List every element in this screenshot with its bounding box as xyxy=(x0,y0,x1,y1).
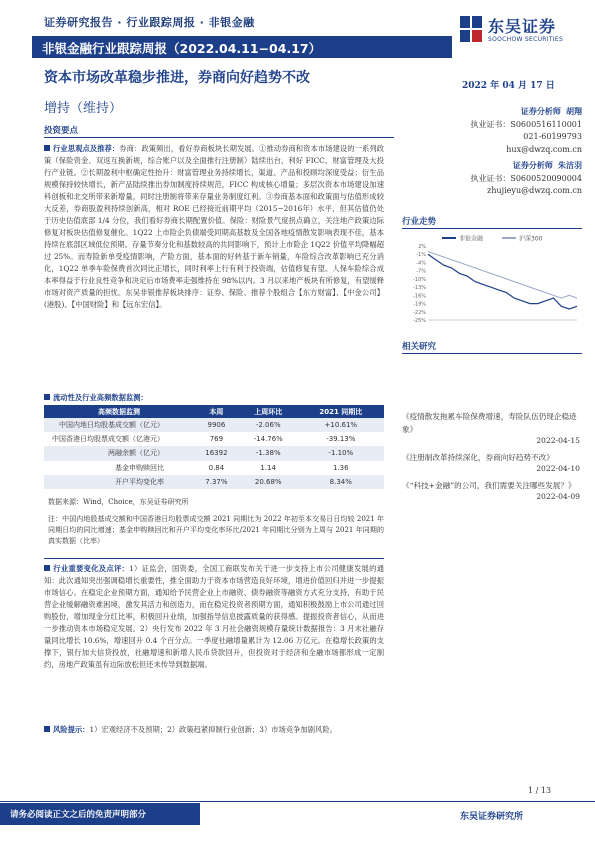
related-item-title[interactable]: 《“科技+金融”的公司，我们需要关注哪些发展？》 xyxy=(402,481,576,490)
y-tick-label: -7% xyxy=(416,268,426,275)
table-header: 2021 同期比 xyxy=(298,405,384,418)
paragraph-text: 1）证监会，国资委，全国工商联发布关于进一步支持上市公司健康发展的通知：此次通知突出强调稳增长重要性，推全面助力于资本市场营造良好环境，增进价值回归并进一步提振市场信心。在稳定企业预期方面，通知给予民营企业上市融资、债券融资等融资方式充分支持，有助于民营企业缓解融资难困境，激发其活力和创造力，而在稳定投资者预期方面，通知积极鼓励上市公司通过回购股份，增加现金分红比率，积极回升业绩，加强指导信息披露质量的获得感。提振投资者信心，从而进一步推动资本市场稳定发展。2）央行发布 2022 年 3 月社会融资规模存量统计数据报告：3 月末社融存量同比增长 10.6%，增速回升 0.4 个百分点。一季度社融增量累计为 12.06 万亿元。在稳增长政策的支撑下，银行加大信贷投放，社融增速和新增人民币贷款回升，但投资对于经济和全融市场都形成一定制约，房地产政策虽有边际放松但还未传导到数据端。 xyxy=(44,564,385,669)
high-frequency-table xyxy=(44,405,384,489)
page-number: 1 / 13 xyxy=(528,786,552,795)
analyst-name: 朱洁羽 xyxy=(558,161,582,170)
table-header: 上周环比 xyxy=(239,405,298,418)
analyst-role: 证券分析师 xyxy=(520,107,561,116)
legend-label: 沪深300 xyxy=(519,235,543,243)
analyst-role: 证券分析师 xyxy=(512,161,553,170)
analyst-block-2 xyxy=(412,160,582,198)
table-row: 基金申购赎回比 0.84 1.14 1.36 xyxy=(115,463,349,472)
footer-institute: 东吴证券研究所 xyxy=(460,812,524,822)
investment-label: 投资要点 xyxy=(44,126,79,136)
paragraph-changes xyxy=(44,563,384,671)
table-row: 中国内地日均股基成交额（亿元） 9906 -2.06% +10.61% xyxy=(44,418,384,432)
analyst-cert: 执业证书：S0600520090004 xyxy=(470,173,582,183)
table-row: 中国香港日均股票成交额（亿港元） 769 -14.76% -39.13% xyxy=(52,435,356,444)
paragraph-risk xyxy=(44,724,384,736)
table-header: 高频数据监测 xyxy=(44,405,194,418)
divider xyxy=(44,558,384,559)
related-item-date: 2022-04-15 xyxy=(536,436,580,445)
related-heading: 相关研究 xyxy=(402,342,437,352)
y-tick-label: -13% xyxy=(413,285,426,292)
main-title: 资本市场改革稳步推进，券商向好趋势不改 xyxy=(44,70,310,86)
related-item-title[interactable]: 《疫情散发拖累车险保费增速，寿险队伍仍现企稳迹象》 xyxy=(402,412,577,434)
related-item-date: 2022-04-09 xyxy=(536,492,580,501)
y-tick-label: -22% xyxy=(413,309,426,316)
paragraph-views xyxy=(44,143,384,311)
y-tick-label: 2% xyxy=(418,244,426,250)
company-logo-icon xyxy=(458,14,486,48)
y-tick-label: -25% xyxy=(413,318,426,324)
monitor-heading: 流动性及行业高频数据监测： xyxy=(53,393,148,402)
paragraph-lead: 行业重要变化及点评： xyxy=(53,564,130,573)
table-header: 本周 xyxy=(194,405,239,418)
table-row: 开户平均变化率 7.37% 20.68% 8.34% xyxy=(44,475,384,489)
y-tick-label: -16% xyxy=(413,293,426,300)
y-tick-label: -10% xyxy=(413,276,426,283)
monitor-heading-row xyxy=(44,392,384,404)
analyst-cert: 执业证书：S0600516110001 xyxy=(470,119,582,129)
company-name: 东吴证券 xyxy=(488,17,557,36)
divider xyxy=(44,137,394,138)
trend-heading: 行业走势 xyxy=(402,217,437,227)
paragraph-text: 券商：政策频出，看好券商板块长期发展。①推动券商和资本市场建设的一系列政策（保险资金、双返互换新规，综合账户以及全面推行注册制）陆续出台，利好 FICC、财富管理及大投行产业链。②长期盈利中枢确定性抬升：财富管理业务持续增长，渠道、产品和投顾均深度受益；衍生品规模保持较快增长，新产品陆续推出券加制度持续规范，FICC 构成核心增量；多层次资本市场建设加速科创板和北交所带来新增量，同时注册制将带来存量业务制度红利。③券商基本面和政策面与估值形成较大反差，券商股盈利持续创新高，相对 ROE 已经接近前期平均（2015−2016年）水平，但其估值仍处于历史估值底部 1/4 分位，我们看好券商长期配置价值。保险：财险景气度拐点确立，关注地产政策边际修复对板块估值修复催化。1Q22 上市险企负债端受同期高基数及全国各地疫情散发影响表现不佳，基本持续在底部区域低位预期。存量节奏分化和基数较高的共同影响下，预计上市险企 1Q22 价值平均降幅超过 25%。而寿险新单受疫情影响，产险方面，基本面的好转基于新车销量，车险综合改革影响已充分消化，1Q22 单季车险保费首次同比正增长，同时利率上行有利于投资端，估值修复有望。人保车险综合成本率得益于行业良性竞争和决定后市场费率走强维持在 98%以内。3 月以来地产板块有所修复，有望缓释市场对资产质量的担忧。东吴非银推荐板块排序：证券、保险、推荐个股组合【东方财富】、【中金公司】(港股)、【中国财险】和【远东宏信】。 xyxy=(44,144,385,309)
analyst-phone: 021-60199793 xyxy=(523,132,582,141)
analyst-block-1 xyxy=(412,106,582,156)
related-item-date: 2022-04-10 xyxy=(536,464,580,473)
paragraph-lead: 行业思观点及推荐： xyxy=(53,144,120,153)
related-item-title[interactable]: 《注册制改革持续深化，券商向好趋势不改》 xyxy=(402,453,554,462)
y-tick-label: -4% xyxy=(416,260,426,267)
bullet-icon xyxy=(44,565,50,571)
y-tick-label: -1% xyxy=(416,252,426,259)
paragraph-text: 1）宏观经济不及预期；2）政策趋紧抑制行业创新；3）市场竞争加剧风险。 xyxy=(89,725,337,734)
analyst-email: zhujieyu@dwzq.com.cn xyxy=(487,186,582,195)
divider xyxy=(402,228,582,229)
divider xyxy=(0,801,595,802)
related-list xyxy=(402,410,580,501)
trend-chart xyxy=(402,232,582,324)
bullet-icon xyxy=(44,394,50,400)
rating: 增持（维持） xyxy=(44,101,123,116)
table-note: 注：中国内地股基成交额和中国香港日均股票成交额 2021 同期比为 2022 年初至本交易日日均较 2021 年同期日均的同比增速；基金申购赎回比和开户平均变化率环比/2021 年同期比分别为上周与 2021 年同期的真实数据（比率） xyxy=(48,515,384,545)
bullet-icon xyxy=(44,726,50,732)
disclaimer-banner: 请务必阅读正文之后的免责声明部分 xyxy=(0,803,200,825)
bullet-icon xyxy=(44,145,50,151)
legend-label: 非银金融 xyxy=(459,235,484,243)
analyst-name: 胡翔 xyxy=(566,107,582,116)
report-title-bar: 非银金融行业跟踪周报（2022.04.11−04.17） xyxy=(32,36,452,58)
report-date: 2022 年 04 月 17 日 xyxy=(462,81,555,91)
table-row: 两融余额（亿元） 16392 -1.38% -1.10% xyxy=(44,446,384,460)
table-source: 数据来源：Wind，Choice，东吴证券研究所 xyxy=(48,498,189,506)
company-name-en: SOOCHOW SECURITIES xyxy=(488,36,564,43)
report-series: 证券研究报告 · 行业跟踪周报 · 非银金融 xyxy=(44,16,255,29)
paragraph-lead: 风险提示： xyxy=(53,725,90,734)
analyst-email: hux@dwzq.com.cn xyxy=(506,144,582,154)
divider xyxy=(402,353,582,354)
y-tick-label: -19% xyxy=(413,301,426,308)
series-line-0 xyxy=(428,254,577,309)
